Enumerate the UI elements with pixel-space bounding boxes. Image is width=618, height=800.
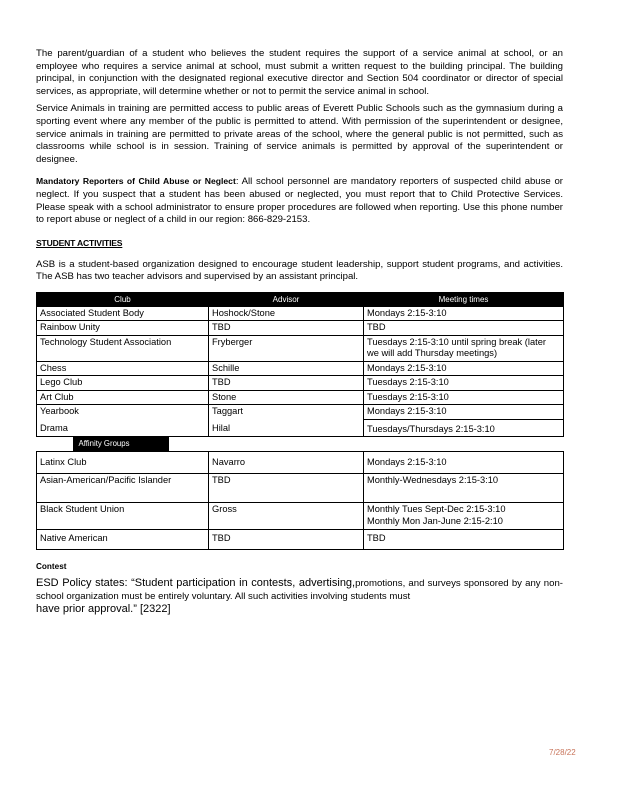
affinity-groups-row — [37, 437, 564, 452]
club-cell: Rainbow Unity — [37, 321, 209, 336]
mandatory-reporters-paragraph — [36, 175, 563, 226]
advisor-cell: TBD — [209, 321, 364, 336]
table-row — [37, 335, 564, 361]
times-cell: Tuesdays 2:15-3:10 — [364, 390, 564, 405]
times-line: Monthly Tues Sept-Dec 2:15-3:10 — [367, 504, 506, 515]
times-cell — [364, 503, 564, 530]
times-cell: Mondays 2:15-3:10 — [364, 405, 564, 420]
table-row — [37, 474, 564, 503]
club-cell: Latinx Club — [37, 451, 209, 474]
service-animal-request-paragraph: The parent/guardian of a student who believes the student requires the support of a service animal at school, or an employee who requires a service animal at school, must submit a written request to the building principal. The building principal, in conjunction with the designated regional executive director and Section 504 coordinator or director of special services, as appropriate, will determine whether or not to permit the service animal in school. — [36, 48, 563, 97]
advisor-cell: Gross — [209, 503, 364, 530]
document-page — [36, 48, 563, 616]
club-column-header: Club — [37, 292, 209, 306]
table-row — [37, 451, 564, 474]
club-cell: Yearbook — [37, 405, 209, 420]
advisor-cell: TBD — [209, 376, 364, 391]
club-cell: Technology Student Association — [37, 335, 209, 361]
times-cell: Tuesdays 2:15-3:10 until spring break (later we will add Thursday meetings) — [364, 335, 564, 361]
footer-date: 7/28/22 — [549, 748, 576, 757]
table-row — [37, 321, 564, 336]
times-cell: Mondays 2:15-3:10 — [364, 306, 564, 321]
mandatory-reporters-body: : All school personnel are mandatory reporters of suspected child abuse or neglect. If you suspect that a student has been abused or neglected, you must report that to Child Protective Services. Please speak with a school administrator to ensure proper procedures are followed when reporting. Use this phone number to report abuse or neglect of a child in our region: 866-829-2153. — [36, 176, 563, 226]
times-cell: Mondays 2:15-3:10 — [364, 451, 564, 474]
advisor-cell: Hilal — [209, 419, 364, 437]
table-row — [37, 306, 564, 321]
service-animals-training-paragraph: Service Animals in training are permitted access to public areas of Everett Public Schools such as the gymnasium during a sporting event where any member of the public is permitted to attend. With permission of the superintendent or designee, service animals in training are permitted to private areas of the school, where the general public is not permitted, such as classrooms while school is in session. Training of service animals is permitted by approval of the superintendent or designee. — [36, 103, 563, 165]
advisor-cell: TBD — [209, 474, 364, 503]
times-cell: Tuesdays 2:15-3:10 — [364, 376, 564, 391]
club-cell: Chess — [37, 361, 209, 376]
club-table-header-row — [37, 292, 564, 306]
table-row — [37, 405, 564, 420]
club-cell: Black Student Union — [37, 503, 209, 530]
club-cell: Asian-American/Pacific Islander — [37, 474, 209, 503]
times-cell: TBD — [364, 530, 564, 550]
table-row — [37, 503, 564, 530]
advisor-cell: TBD — [209, 530, 364, 550]
policy-lead: ESD Policy states: “Student participation in contests, advertising, — [36, 576, 356, 589]
advisor-cell: Taggart — [209, 405, 364, 420]
club-cell: Associated Student Body — [37, 306, 209, 321]
advisor-column-header: Advisor — [209, 292, 364, 306]
contest-policy-paragraph — [36, 577, 563, 616]
table-row — [37, 419, 564, 437]
table-row — [37, 530, 564, 550]
advisor-cell: Stone — [209, 390, 364, 405]
student-activities-heading: STUDENT ACTIVITIES — [36, 237, 123, 248]
times-cell: TBD — [364, 321, 564, 336]
club-cell: Art Club — [37, 390, 209, 405]
club-table — [36, 292, 564, 550]
club-cell: Native American — [37, 530, 209, 550]
times-line: Monthly Mon Jan-June 2:15-2:10 — [367, 515, 503, 526]
policy-mid: promotions, and surveys sponsored by any non-school organization must be entirely voluntary. All such activities involving students must — [36, 577, 563, 603]
times-cell: Monthly-Wednesdays 2:15-3:10 — [364, 474, 564, 503]
club-cell: Drama — [37, 419, 209, 437]
table-row — [37, 361, 564, 376]
meeting-times-column-header: Meeting times — [364, 292, 564, 306]
times-cell: Mondays 2:15-3:10 — [364, 361, 564, 376]
table-row — [37, 376, 564, 391]
club-cell: Lego Club — [37, 376, 209, 391]
asb-intro-paragraph: ASB is a student-based organization designed to encourage student leadership, support student programs, and activities. The ASB has two teacher advisors and supervised by an assistant principal. — [36, 258, 563, 283]
policy-end: have prior approval.” [2322] — [36, 603, 171, 616]
advisor-cell: Hoshock/Stone — [209, 306, 364, 321]
advisor-cell: Fryberger — [209, 335, 364, 361]
table-row — [37, 390, 564, 405]
affinity-groups-label: Affinity Groups — [73, 437, 169, 451]
contest-heading: Contest — [36, 561, 67, 571]
advisor-cell: Navarro — [209, 451, 364, 474]
mandatory-reporters-heading: Mandatory Reporters of Child Abuse or Neglect — [36, 176, 236, 187]
times-cell: Tuesdays/Thursdays 2:15-3:10 — [364, 419, 564, 437]
advisor-cell: Schille — [209, 361, 364, 376]
